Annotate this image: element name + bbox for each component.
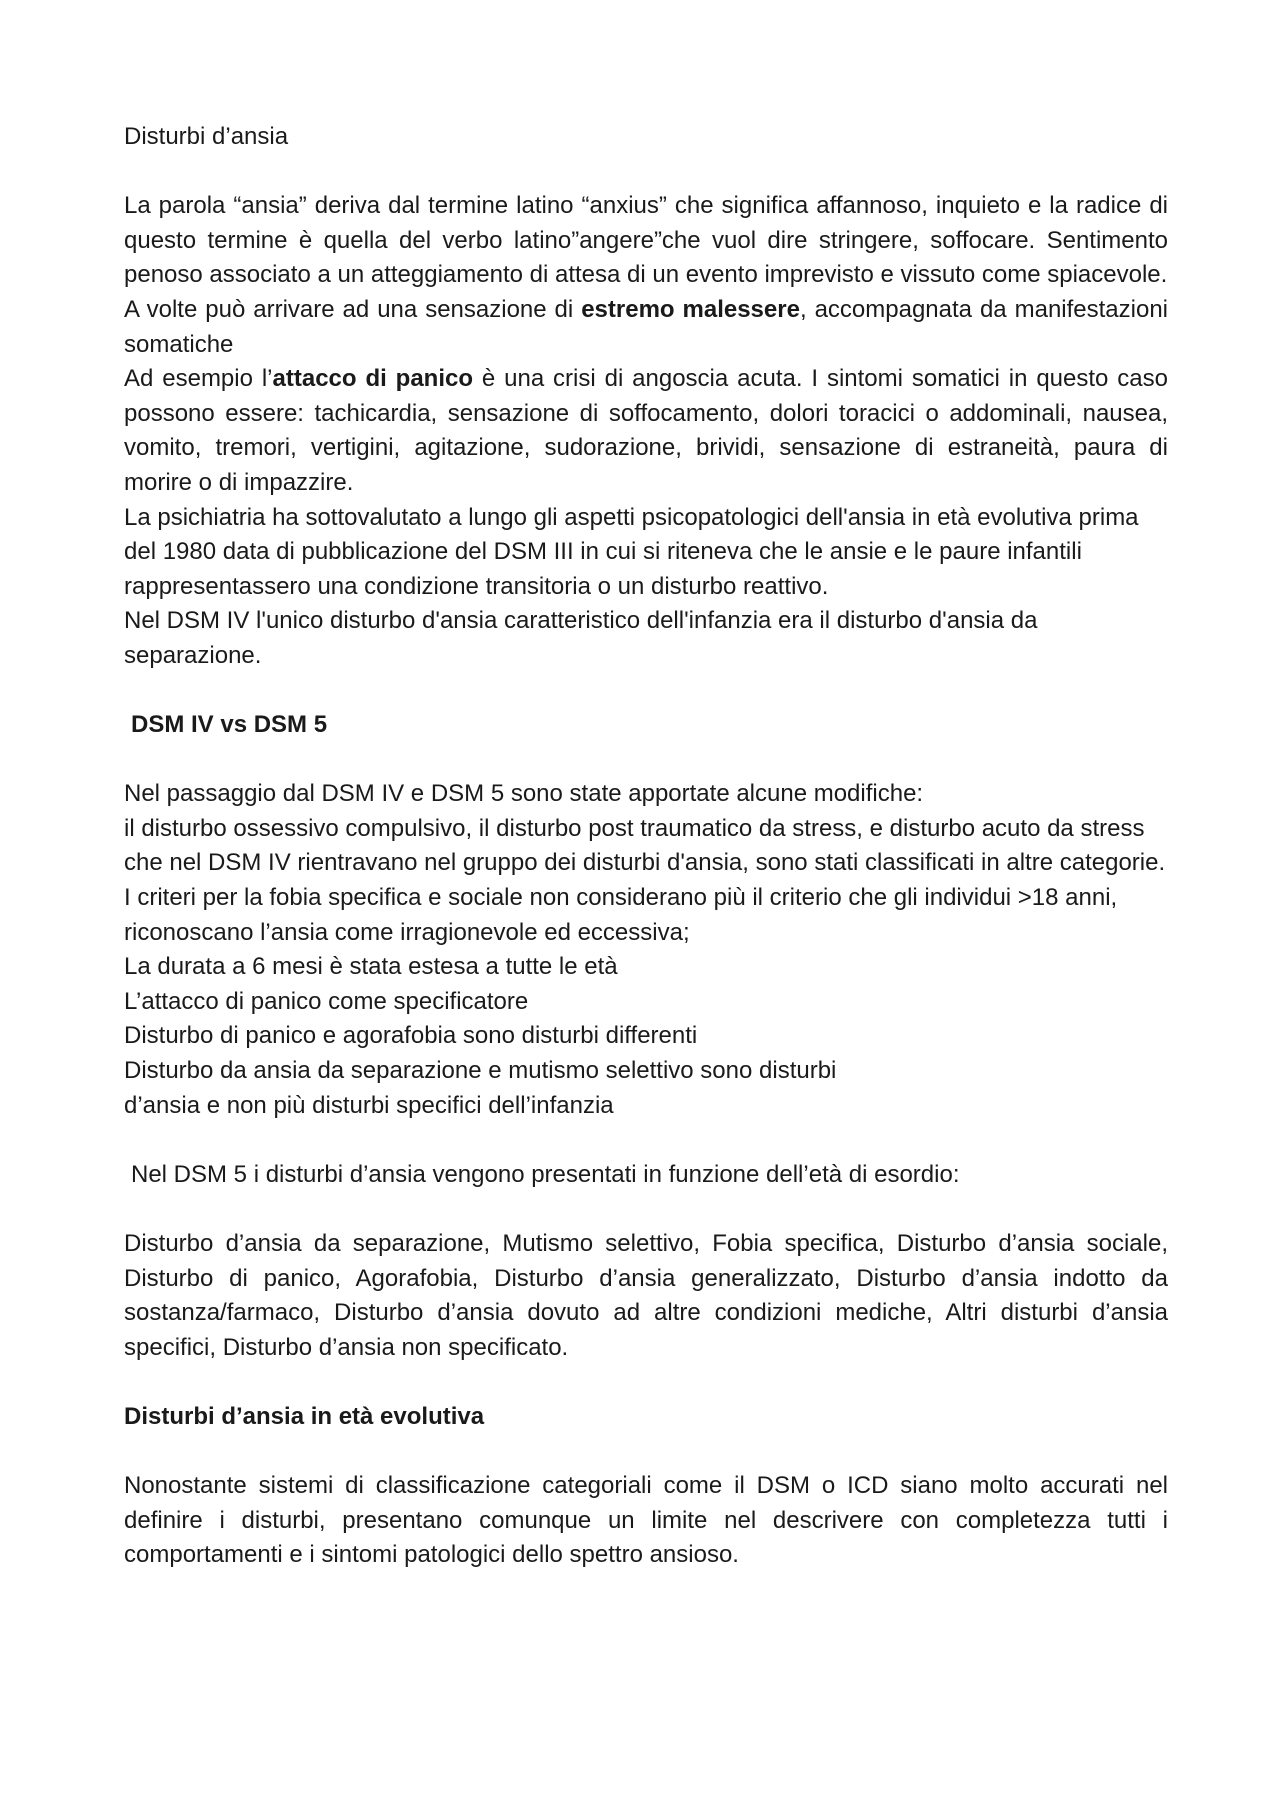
- spacer: [124, 1123, 1168, 1158]
- intro-paragraph-3: [124, 362, 1168, 500]
- intro-p3-text: Ad esempio l’: [124, 365, 273, 393]
- intro-p3-text-end: è una crisi di angoscia acuta. I sintomi somatici in questo caso possono essere: tachicardia, sensazione di soffocamento, dolori toracici o addominali, nausea, vomito, tremori, vertigini, agitazione, sudorazione, brividi, sensazione di estraneità, paura di morire o di impazzire.: [124, 365, 1168, 496]
- spacer: [124, 1435, 1168, 1470]
- dsm-onset: Nel DSM 5 i disturbi d’ansia vengono presentati in funzione dell’età di esordio:: [131, 1160, 960, 1188]
- section-heading-dsm: DSM IV vs DSM 5: [131, 711, 328, 739]
- section-heading-dev: Disturbi d’ansia in età evolutiva: [124, 1402, 485, 1430]
- intro-p2-bold: estremo malessere: [581, 295, 800, 323]
- dsm-lead: Nel passaggio dal DSM IV e DSM 5 sono state apportate alcune modifiche:: [124, 780, 924, 808]
- intro-paragraph-2: [124, 293, 1168, 362]
- spacer: [124, 743, 1168, 778]
- intro-p2-text: A volte può arrivare ad una sensazione di: [124, 295, 582, 323]
- dsm-disorder-list: Disturbo d’ansia da separazione, Mutismo selettivo, Fobia specifica, Disturbo d’ansia sociale, Disturbo di panico, Agorafobia, Disturbo d’ansia generalizzato, Disturbo d’ansia indotto da sostanza/farmaco, Disturbo d’ansia dovuto ad altre condizioni mediche, Altri disturbi d’ansia specifici, Disturbo d’ansia non specificato.: [124, 1230, 1168, 1361]
- spacer: [124, 674, 1168, 709]
- intro-paragraph-4: La psichiatria ha sottovalutato a lungo gli aspetti psicopatologici dell'ansia in età evolutiva prima del 1980 data di pubblicazione del DSM III in cui si riteneva che le ansie e le paure infantili rappresentassero una condizione transitoria o un disturbo reattivo.: [124, 503, 1139, 600]
- intro-paragraph-1: La parola “ansia” deriva dal termine latino “anxius” che significa affannoso, inquieto e la radice di questo termine è quella del verbo latino”angere”che vuol dire stringere, soffocare. Sentimento penoso associato a un atteggiamento di attesa di un evento imprevisto e vissuto come spiacevole.: [124, 192, 1168, 289]
- document-body: [124, 120, 1168, 1573]
- intro-p3-bold: attacco di panico: [272, 365, 473, 393]
- spacer: [124, 1192, 1168, 1227]
- spacer: [124, 155, 1168, 190]
- dsm-paragraph-1: il disturbo ossessivo compulsivo, il disturbo post traumatico da stress, e disturbo acuto da stress che nel DSM IV rientravano nel gruppo dei disturbi d'ansia, sono stati classificati in altre categorie. I criteri per la fobia specifica e sociale non considerano più il criterio che gli individui >18 anni, riconoscano l’ansia come irragionevole ed eccessiva;: [124, 814, 1166, 946]
- spacer: [124, 1365, 1168, 1400]
- dsm-line-4: Disturbo da ansia da separazione e mutismo selettivo sono disturbi: [124, 1057, 837, 1085]
- intro-paragraph-5: Nel DSM IV l'unico disturbo d'ansia caratteristico dell'infanzia era il disturbo d'ansia da separazione.: [124, 607, 1038, 669]
- dsm-line-5: d’ansia e non più disturbi specifici dell’infanzia: [124, 1091, 614, 1119]
- dsm-line-3: Disturbo di panico e agorafobia sono disturbi differenti: [124, 1022, 698, 1050]
- dev-paragraph-1: Nonostante sistemi di classificazione categoriali come il DSM o ICD siano molto accurati nel definire i disturbi, presentano comunque un limite nel descrivere con completezza tutti i comportamenti e i sintomi patologici dello spettro ansioso.: [124, 1472, 1168, 1569]
- document-title: Disturbi d’ansia: [124, 123, 289, 150]
- dsm-line-1: La durata a 6 mesi è stata estesa a tutte le età: [124, 953, 618, 981]
- dsm-line-2: L’attacco di panico come specificatore: [124, 987, 529, 1015]
- intro-p2-text-end: , accompagnata da manifestazioni somatiche: [124, 295, 1169, 358]
